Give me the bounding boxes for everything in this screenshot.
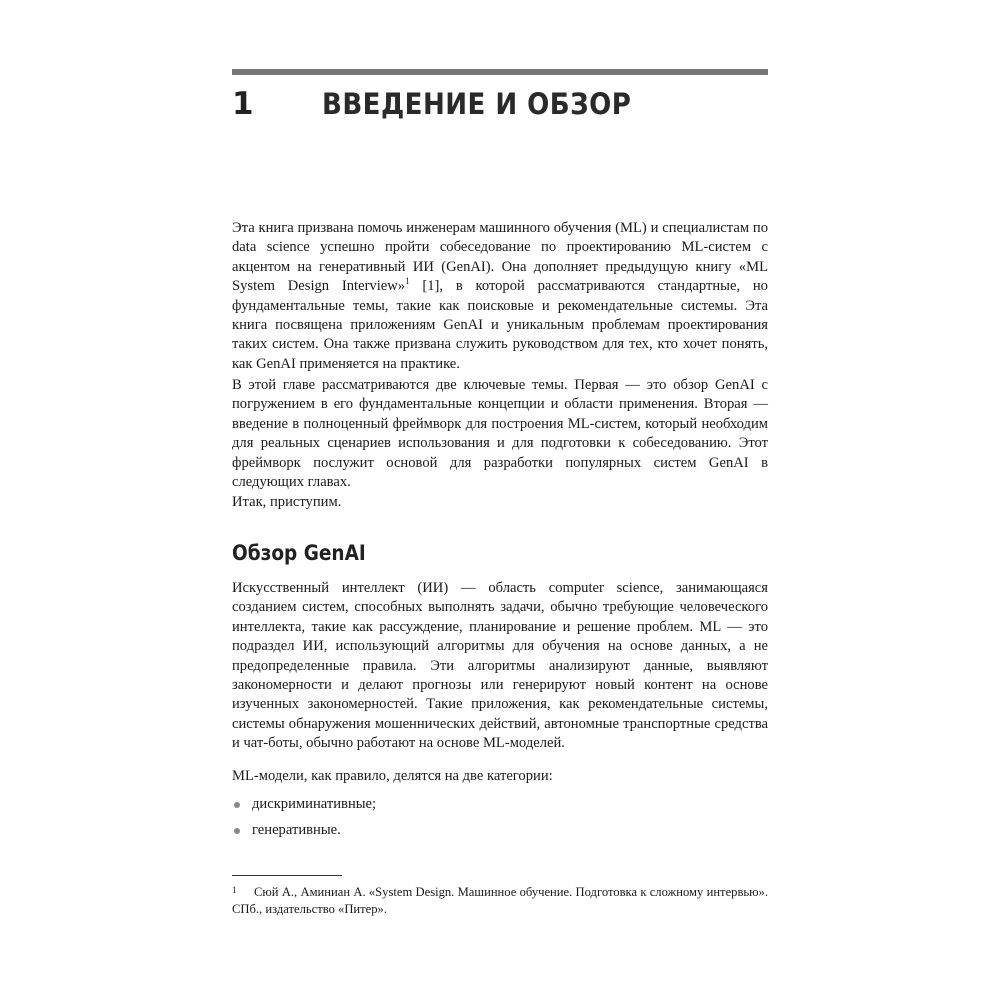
model-category-list — [232, 795, 768, 847]
intro-paragraph-3-text: Итак, приступим. — [232, 494, 342, 510]
list-item-label: генеративные. — [252, 822, 341, 838]
list-item-label: дискриминативные; — [252, 796, 377, 812]
section-paragraph-1 — [232, 579, 768, 754]
section-heading: Обзор GenAI — [232, 541, 366, 565]
intro-paragraph-1 — [232, 219, 768, 374]
intro-paragraph-1-text-cont: [1], в которой рассматриваются стандартные, но фундаментальные темы, такие как поисковые и рекомендательные системы. Эта книга посвящена приложениям GenAI и уникальным проблемам проектирования таких систем. Она также призвана служить руководством для тех, кто хочет понять, как GenAI применяется на практике. — [232, 278, 768, 372]
footnote-rule — [232, 875, 342, 876]
intro-paragraph-2-text: В этой главе рассматриваются две ключевые темы. Первая — это обзор GenAI с погружением в его фундаментальные концепции и области применения. Вторая — введение в полноценный фреймворк для построения ML-систем, который необходим для реальных сценариев использования и для подготовки к собеседованию. Этот фреймворк послужит основой для разработки популярных систем GenAI в следующих главах. — [232, 377, 768, 491]
section-paragraph-1-text: Искусственный интеллект (ИИ) — область computer science, занимающаяся созданием систем, способных выполнять задачи, обычно требующие человеческого интеллекта, такие как рассуждение, планирование и решение проблем. ML — это подраздел ИИ, использующий алгоритмы для обучения на основе данных, а не предопределенные правила. Эти алгоритмы анализируют данные, выявляют закономерности и делают прогнозы или генерируют новый контент на основе изученных закономерностей. Такие приложения, как рекомендательные системы, системы обнаружения мошеннических действий, автономные транспортные средства и чат-боты, обычно работают на основе ML-моделей. — [232, 580, 768, 752]
bullet-icon — [234, 828, 240, 834]
intro-paragraph-2 — [232, 376, 768, 492]
chapter-heading — [232, 84, 768, 124]
intro-paragraph-3 — [232, 493, 768, 512]
footnote-reference[interactable]: 1 — [405, 276, 410, 287]
footnote-mark: 1 — [232, 885, 237, 895]
footnote — [232, 884, 768, 919]
footnote-text: Сюй А., Аминиан А. «System Design. Машинное обучение. Подготовка к сложному интервью». СПб., издательство «Питер». — [232, 885, 768, 917]
list-item — [232, 795, 768, 821]
chapter-top-rule — [232, 69, 768, 75]
list-item — [232, 821, 768, 847]
intro-paragraph-1-text: Эта книга призвана помочь инженерам машинного обучения (ML) и специалистам по data science успешно пройти собеседование по проектированию ML-систем с акцентом на генеративный ИИ (GenAI). Она дополняет предыдущую книгу «ML System Design Interview» — [232, 220, 768, 295]
chapter-title: ВВЕДЕНИЕ И ОБЗОР — [322, 87, 632, 121]
chapter-number: 1 — [232, 86, 254, 122]
bullet-icon — [234, 802, 240, 808]
section-paragraph-2 — [232, 767, 768, 786]
section-paragraph-2-text: ML-модели, как правило, делятся на две категории: — [232, 768, 553, 784]
